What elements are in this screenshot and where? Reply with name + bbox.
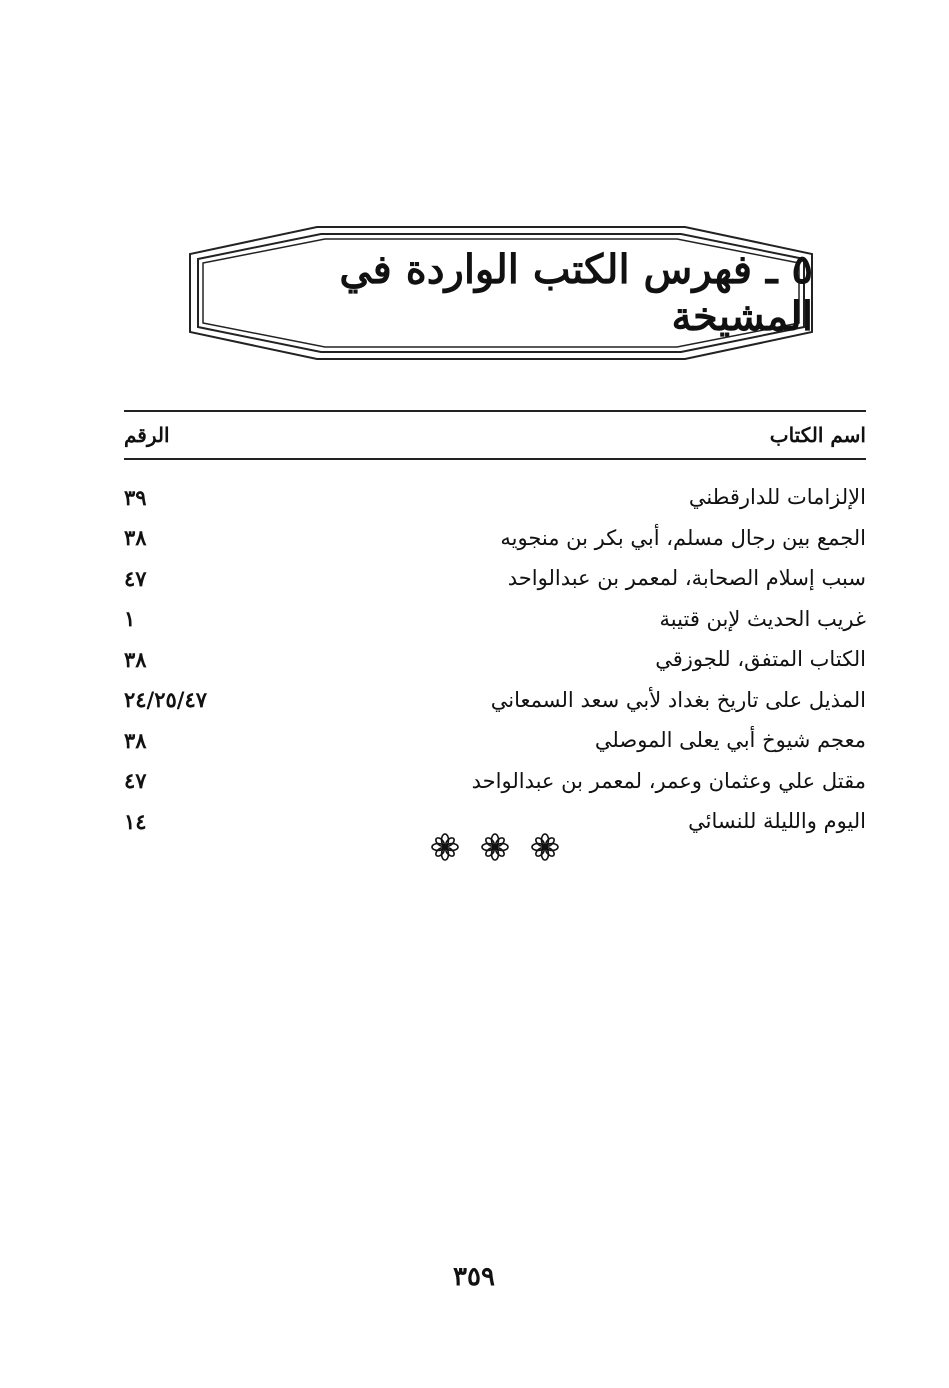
table-row <box>124 518 866 559</box>
book-name: الإلزامات للدارقطني <box>688 485 866 510</box>
table-row <box>124 477 866 518</box>
table-row <box>124 599 866 640</box>
page-ref: ٣٩ <box>124 484 147 510</box>
table-row <box>124 680 866 721</box>
book-name: الجمع بين رجال مسلم، أبي بكر بن منجويه <box>500 525 866 550</box>
table-header <box>124 412 866 458</box>
page-ref: ٣٨ <box>124 727 147 753</box>
page-ref: ٤٧ <box>124 768 147 794</box>
header-number: الرقم <box>124 423 170 447</box>
book-name: الكتاب المتفق، للجوزقي <box>655 647 866 672</box>
book-name: المذيل على تاريخ بغداد لأبي سعد السمعاني <box>490 687 866 712</box>
page-ref: ٢٤/٢٥/٤٧ <box>124 687 208 713</box>
page-ref: ٣٨ <box>124 646 147 672</box>
page-title: ٥ ـ فهرس الكتب الواردة في المشيخة <box>339 246 813 340</box>
title-frame <box>189 226 813 360</box>
table-row <box>124 761 866 802</box>
floral-ornament-icon <box>430 832 460 862</box>
book-name: سبب إسلام الصحابة، لمعمر بن عبدالواحد <box>507 566 866 591</box>
book-name: غريب الحديث لإبن قتيبة <box>659 606 866 631</box>
page-ref: ١ <box>124 606 136 632</box>
table-row <box>124 720 866 761</box>
table-row <box>124 558 866 599</box>
floral-ornament-icon <box>480 832 510 862</box>
book-name: اليوم والليلة للنسائي <box>688 809 866 834</box>
page-number: ٣٥٩ <box>453 1262 495 1292</box>
table-body <box>124 460 866 842</box>
page-ref: ١٤ <box>124 808 147 834</box>
book-name: معجم شيوخ أبي يعلى الموصلي <box>594 728 866 753</box>
page-ref: ٤٧ <box>124 565 147 591</box>
floral-ornament-icon <box>530 832 560 862</box>
book-name: مقتل علي وعثمان وعمر، لمعمر بن عبدالواحد <box>471 768 866 793</box>
books-index-table <box>124 410 866 842</box>
table-row <box>124 639 866 680</box>
section-end-ornaments <box>430 830 560 864</box>
page-ref: ٣٨ <box>124 525 147 551</box>
header-book-name: اسم الكتاب <box>769 423 866 447</box>
